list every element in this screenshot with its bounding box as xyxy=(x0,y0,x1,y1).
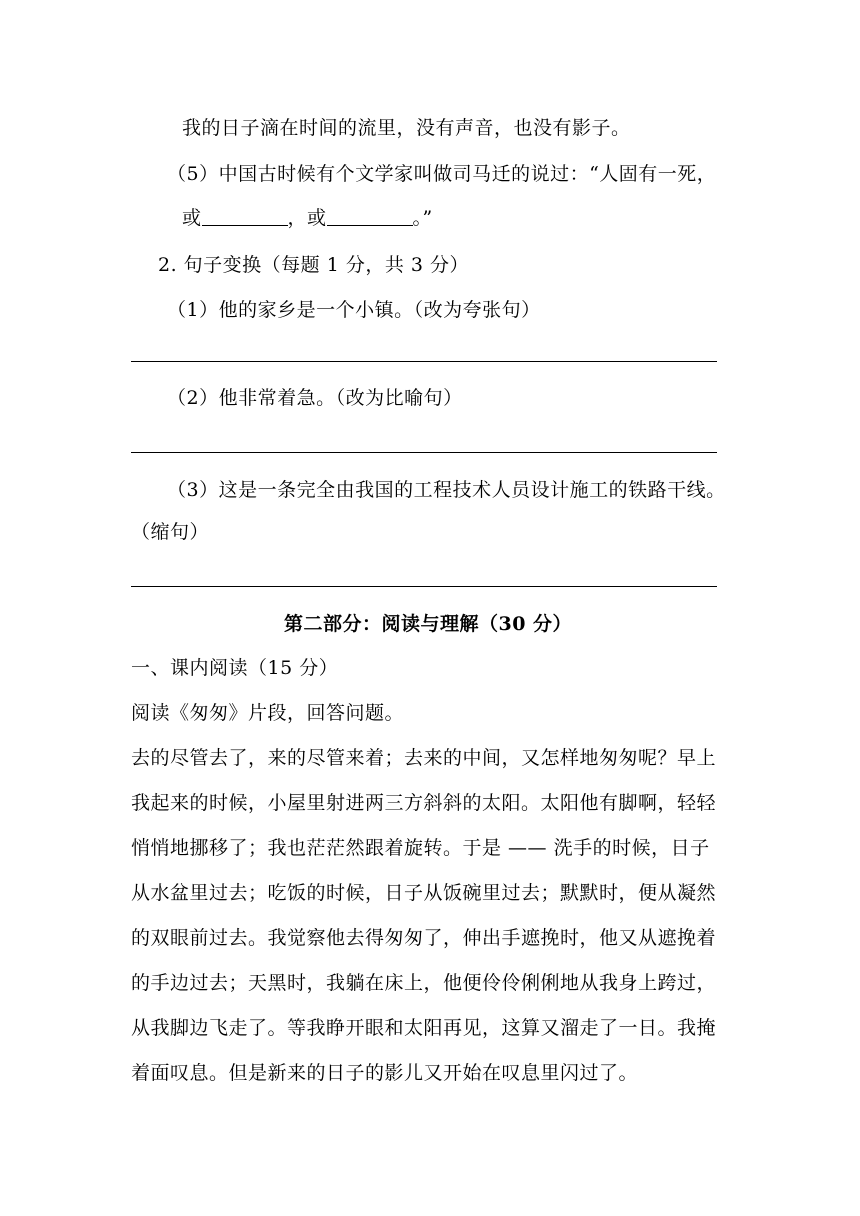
fill-blank-1[interactable] xyxy=(202,205,288,226)
passage-line: 从水盆里过去；吃饭的时候，日子从饭碗里过去；默默时，便从凝然 xyxy=(131,882,717,904)
poem-line: 我的日子滴在时间的流里，没有声音，也没有影子。 xyxy=(182,117,631,139)
sentence-1-prompt: （1）他的家乡是一个小镇。（改为夸张句） xyxy=(167,299,541,321)
sentence-3-prompt-line-2: （缩句） xyxy=(131,521,210,543)
question-5-end: 。” xyxy=(412,207,433,229)
answer-line-2[interactable] xyxy=(131,452,717,453)
answer-line-3[interactable] xyxy=(131,586,717,587)
passage-line: 去的尽管去了，来的尽管来着；去来的中间，又怎样地匆匆呢？早上 xyxy=(131,747,717,769)
question-5-or-2: ，或 xyxy=(287,207,327,229)
passage-line: 的双眼前过去。我觉察他去得匆匆了，伸出手遮挽时，他又从遮挽着 xyxy=(131,927,717,949)
passage-line: 悄悄地挪移了；我也茫茫然跟着旋转。于是 —— 洗手的时候，日子 xyxy=(131,837,710,859)
part-2-title: 第二部分：阅读与理解（30 分） xyxy=(284,613,573,635)
answer-line-1[interactable] xyxy=(131,361,717,362)
reading-instruction: 阅读《匆匆》片段，回答问题。 xyxy=(131,702,405,724)
section-2-title: 2. 句子变换（每题 1 分，共 3 分） xyxy=(158,254,470,276)
passage-line: 的手边过去；天黑时，我躺在床上，他便伶伶俐俐地从我身上跨过， xyxy=(131,972,717,994)
fill-blank-2[interactable] xyxy=(327,205,413,226)
question-5-line-2 xyxy=(182,204,433,232)
passage-line: 我起来的时候，小屋里射进两三方斜斜的太阳。太阳他有脚啊，轻轻 xyxy=(131,792,717,814)
sentence-2-prompt: （2）他非常着急。（改为比喻句） xyxy=(167,387,463,409)
passage-line: 着面叹息。但是新来的日子的影儿又开始在叹息里闪过了。 xyxy=(131,1062,639,1084)
in-class-reading-heading: 一、课内阅读（15 分） xyxy=(131,657,339,679)
question-5-or-1: 或 xyxy=(182,207,202,229)
passage-line: 从我脚边飞走了。等我睁开眼和太阳再见，这算又溜走了一日。我掩 xyxy=(131,1017,717,1039)
question-5-line-1: （5）中国古时候有个文学家叫做司马迁的说过：“人固有一死， xyxy=(167,163,717,185)
sentence-3-prompt-line-1: （3）这是一条完全由我国的工程技术人员设计施工的铁路干线。 xyxy=(167,479,726,501)
